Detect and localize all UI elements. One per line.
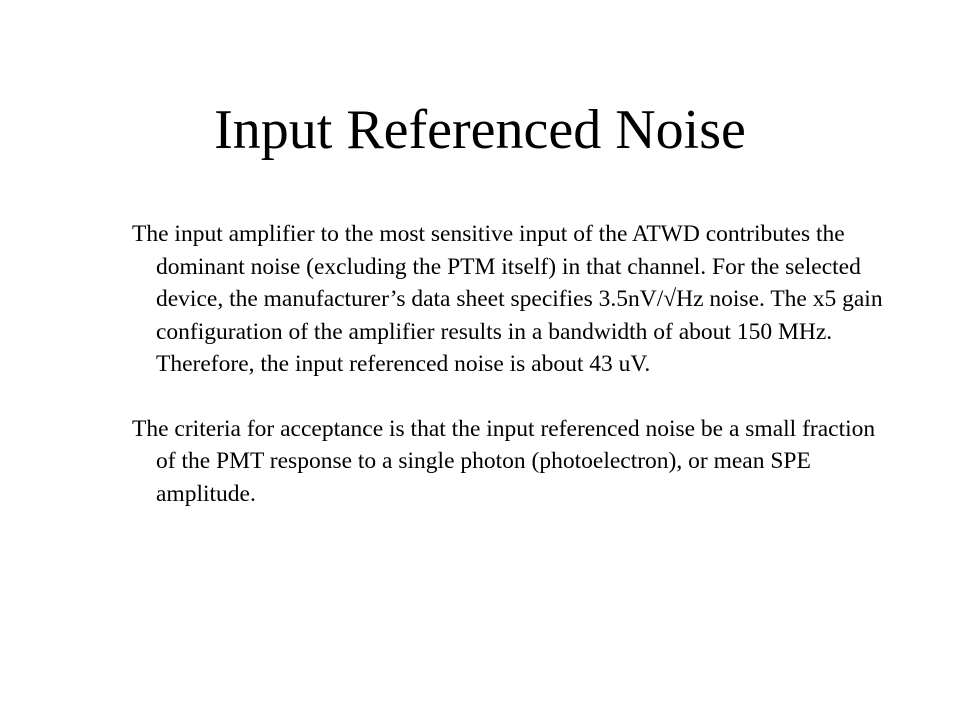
slide-title: Input Referenced Noise: [214, 99, 746, 161]
slide-body: [132, 218, 892, 510]
body-paragraph-1: The input amplifier to the most sensitive input of the ATWD contributes the dominant noise (excluding the PTM itself) in that channel. For the selected device, the manufacturer’s data sheet specifies 3.5nV/√Hz noise. The x5 gain configuration of the amplifier results in a bandwidth of about 150 MHz. Therefore, the input referenced noise is about 43 uV.: [132, 221, 883, 377]
body-paragraph-2: The criteria for acceptance is that the input referenced noise be a small fraction of the PMT response to a single photon (photoelectron), or mean SPE amplitude.: [132, 415, 876, 507]
